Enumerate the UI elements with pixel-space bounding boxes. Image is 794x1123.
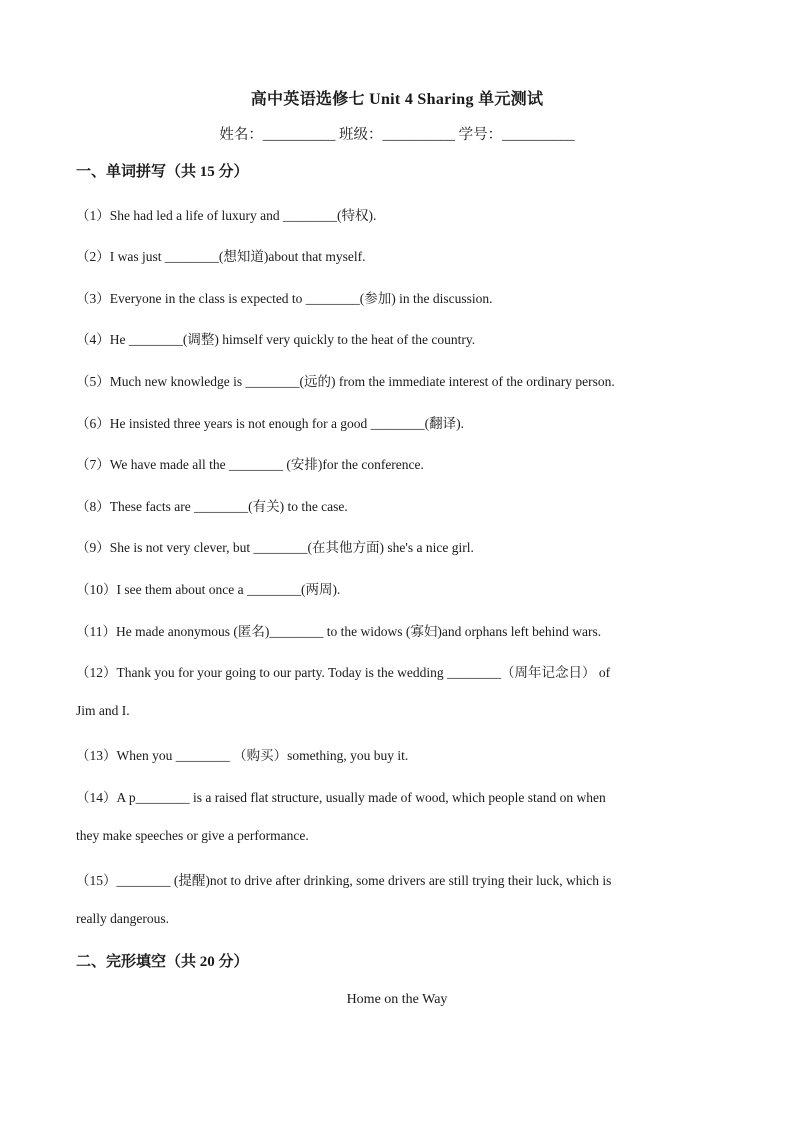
- question-line: （5）Much new knowledge is ________(远的) from the immediate interest of the ordinary person.: [76, 374, 615, 389]
- passage-title: Home on the Way: [346, 992, 448, 1007]
- document-title: 高中英语选修七 Unit 4 Sharing 单元测试: [250, 91, 544, 108]
- section-heading-cloze: 二、完形填空（共 20 分）: [76, 954, 249, 970]
- question-line: （1）She had led a life of luxury and ________(特权).: [76, 208, 377, 223]
- question-line-continued: really dangerous.: [76, 911, 169, 926]
- question-line: （4）He ________(调整) himself very quickly to the heat of the country.: [76, 332, 476, 347]
- question-line: （8）These facts are ________(有关) to the case.: [76, 499, 348, 514]
- question-line: （9）She is not very clever, but ________(在其他方面) she's a nice girl.: [76, 540, 474, 555]
- question-line: （15）________ (提醒)not to drive after drinking, some drivers are still trying their luck, which is: [76, 873, 612, 888]
- question-line: （6）He insisted three years is not enough for a good ________(翻译).: [76, 416, 465, 431]
- question-line: （3）Everyone in the class is expected to ________(参加) in the discussion.: [76, 291, 493, 306]
- question-line: （2）I was just ________(想知道)about that myself.: [76, 249, 366, 264]
- question-line: （10）I see them about once a ________(两周).: [76, 582, 341, 597]
- question-line: （12）Thank you for your going to our party. Today is the wedding ________（周年记念日） of: [76, 665, 611, 680]
- section-heading-spelling: 一、单词拼写（共 15 分）: [76, 164, 249, 180]
- question-line: （14）A p________ is a raised flat structure, usually made of wood, which people stand on when: [76, 790, 606, 805]
- question-line: （7）We have made all the ________ (安排)for the conference.: [76, 457, 424, 472]
- student-info-line: 姓名：__________ 班级：__________ 学号：__________: [219, 127, 575, 143]
- question-line: （11）He made anonymous (匿名)________ to the widows (寡妇)and orphans left behind wars.: [76, 624, 602, 639]
- question-line-continued: they make speeches or give a performance.: [76, 828, 309, 843]
- question-line: （13）When you ________ （购买）something, you buy it.: [76, 748, 409, 763]
- question-line-continued: Jim and I.: [76, 703, 130, 718]
